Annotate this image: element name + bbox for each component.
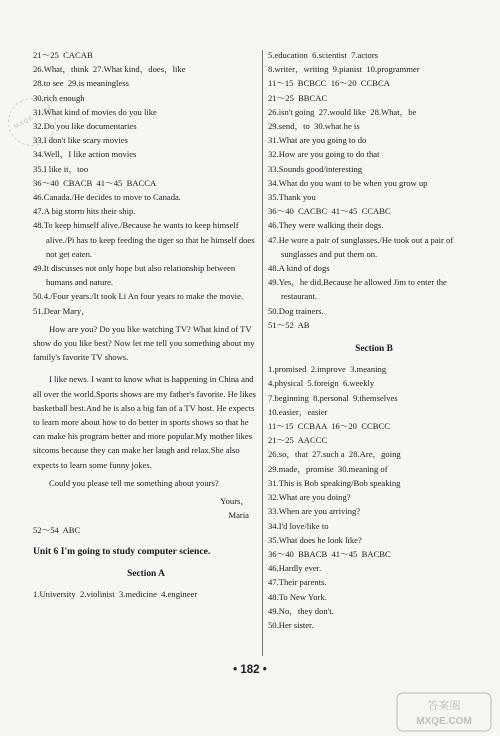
answer-line: 29.made，promise 30.meaning of — [268, 463, 388, 474]
answer-line: 50.Her sister. — [268, 619, 314, 630]
answer-line: 46.They were walking their dogs. — [268, 220, 384, 231]
answer-paragraph: 49.Yes，he did.Because he allowed Jim to enter the restaurant. — [268, 277, 447, 302]
letter-paragraph: Could you please tell me something about yours? — [49, 477, 219, 488]
answer-line: 28.to see 29.is meaningless — [33, 78, 129, 89]
answer-paragraph: 48.To keep himself alive./Because he wants to keep himself alive./Pi has to keep feeding the tiger so that he himself does not get eaten. — [33, 220, 255, 259]
answer-line: 36～40 CACBC 41～45 CCABC — [268, 206, 391, 217]
letter-greeting: 51.Dear Mary， — [33, 305, 90, 316]
answer-line: 10.easier，easier — [268, 406, 328, 417]
answer-line: 33.When are you arriving? — [268, 506, 361, 517]
watermark-logo — [396, 692, 492, 732]
section-a-title: Section A — [127, 568, 165, 579]
left-answers-top — [33, 48, 259, 218]
answer-line: 8.writer，writing 9.pianist 10.programmer — [268, 64, 420, 75]
answer-line: 49.No，they don't. — [268, 605, 334, 616]
svg-text:答案圈: 答案圈 — [427, 699, 461, 712]
section-b-title: Section B — [355, 344, 393, 355]
answer-line: 34.Well，I like action movies — [33, 149, 137, 160]
answer-line: 11～15 BCBCC 16～20 CCBCA — [268, 78, 390, 89]
left-column — [33, 48, 259, 601]
answer-line: 29.send，to 30.what he is — [268, 121, 360, 132]
answer-line: 32.Do you like documentaries — [33, 121, 137, 132]
answer-line: 36～40 CBACB 41～45 BACCA — [33, 177, 157, 188]
answer-line: 35.Thank you — [268, 192, 316, 203]
answer-line: 1.University 2.violinist 3.medicine 4.engineer — [33, 589, 198, 600]
letter-body — [33, 322, 259, 523]
answer-paragraph: 47.He wore a pair of sunglasses./He took out a pair of sunglasses and put them on. — [268, 234, 454, 259]
answer-line: 35.What does he look like? — [268, 534, 362, 545]
left-answers-wrapped — [33, 218, 259, 317]
answer-line: 48.To New York. — [268, 591, 327, 602]
right-column — [268, 48, 480, 632]
answer-line: 33.Sounds good/interesting — [268, 163, 363, 174]
answer-line: 31.What kind of movies do you like — [33, 106, 157, 117]
answer-line: 46.Canada./He decides to move to Canada. — [33, 192, 181, 203]
answer-line: 34.What do you want to be when you grow up — [268, 177, 428, 188]
answer-line: 32.What are you doing? — [268, 492, 351, 503]
letter-signature: Maria — [228, 510, 249, 521]
answer-line: 30.rich enough — [33, 92, 85, 103]
answer-line: 31.What are you going to do — [268, 135, 367, 146]
section-b-answers — [268, 362, 480, 632]
answer-paragraph: 50.4./Four years./It took Li An four years to make the movie. — [33, 291, 244, 302]
answer-line: 21～25 AACCC — [268, 435, 328, 446]
answer-line: 52～54 ABC — [33, 524, 81, 535]
svg-text:MXQE.COM: MXQE.COM — [416, 716, 472, 727]
answer-line: 26.so，that 27.such a 28.Are，going — [268, 449, 401, 460]
answer-line: 33.I don't like scary movies — [33, 135, 128, 146]
answer-line: 5.education 6.scientist 7.actors — [268, 50, 379, 60]
answer-line: 47.A big storm hits their ship. — [33, 206, 136, 217]
answer-line: 21～25 CACAB — [33, 50, 93, 60]
answer-paragraph: 48.A kind of dogs — [268, 263, 330, 274]
letter-closing: Yours， — [220, 496, 249, 507]
answer-line: 46.Hardly ever. — [268, 563, 322, 574]
answer-line: 4.physical 5.foreign 6.weekly — [268, 378, 375, 389]
answer-line: 36～40 BBACB 41～45 BACBC — [268, 548, 391, 559]
answer-line: 32.How are you going to do that — [268, 149, 380, 160]
letter-paragraph: I like news. I want to know what is happening in China and all over the world.Sports shows are my father's favorite. He likes basketball best.And he is also a big fan of a TV host. He expects to learn more about how to do better in sports shows so that he can make his program better and more popular.My mother likes sitcoms because they can make her laugh and relax.She also expects to learn some funny jokes. — [33, 374, 257, 470]
section-a-answers — [268, 48, 480, 332]
answer-line: 7.beginning 8.personal 9.themselves — [268, 392, 398, 403]
watermark-stamp: MXQE.COM — [0, 90, 64, 155]
answer-paragraph: 49.It discusses not only hope but also relationship between humans and nature. — [33, 263, 236, 288]
answer-line: 47.Their parents. — [268, 577, 327, 588]
answer-line: 34.I'd love/like to — [268, 520, 329, 531]
answer-line: 26.isn't going 27.would like 28.What，be — [268, 106, 417, 117]
letter-paragraph: How are you? Do you like watching TV? What kind of TV show do you like best? Now let me tell you something about my family's favorite TV shows. — [33, 323, 255, 363]
unit-title: Unit 6 I'm going to study computer science. — [33, 545, 211, 557]
answer-line: 35.I like it，too — [33, 163, 89, 174]
answer-paragraph: 50.Dog trainers. — [268, 305, 324, 316]
answer-line: 51～52 AB — [268, 319, 310, 330]
answer-line: 21～25 BBCAC — [268, 92, 328, 103]
page-number: • 182 • — [233, 664, 267, 676]
answer-line: 31.This is Bob speaking/Bob speaking — [268, 477, 401, 488]
answer-line: 26.What，think 27.What kind，does，like — [33, 64, 186, 75]
answer-line: 1.promised 2.improve 3.meaning — [268, 364, 387, 375]
column-divider — [262, 50, 263, 656]
answer-line: 11～15 CCBAA 16～20 CCBCC — [268, 421, 390, 432]
